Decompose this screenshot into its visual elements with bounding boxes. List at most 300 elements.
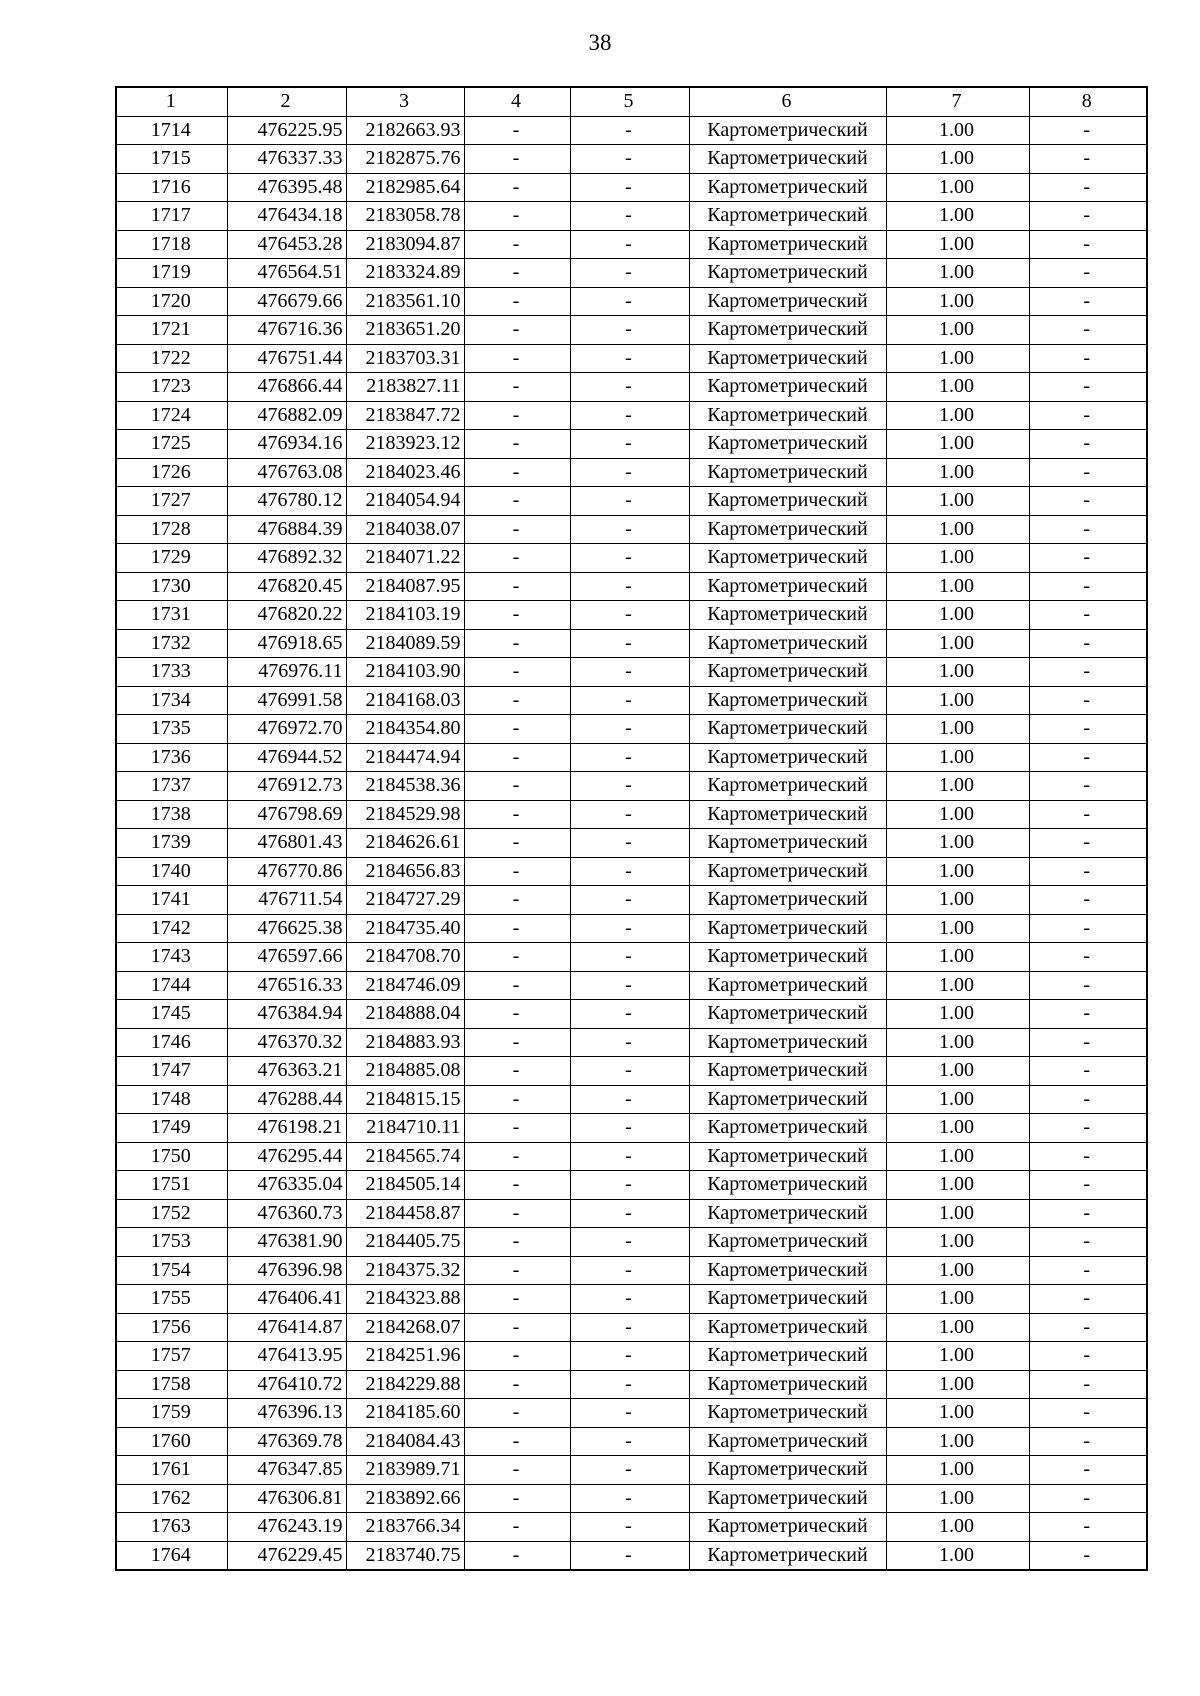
- method-cell: Картометрический: [689, 116, 886, 145]
- point-number-cell: 1753: [116, 1228, 227, 1257]
- table-row: [116, 971, 1147, 1000]
- column-5-cell: -: [570, 1114, 689, 1143]
- accuracy-cell: 1.00: [886, 686, 1029, 715]
- method-cell: Картометрический: [689, 458, 886, 487]
- column-5-cell: -: [570, 544, 689, 573]
- method-cell: Картометрический: [689, 1228, 886, 1257]
- method-cell: Картометрический: [689, 772, 886, 801]
- method-cell: Картометрический: [689, 686, 886, 715]
- method-cell: Картометрический: [689, 1085, 886, 1114]
- column-8-cell: -: [1029, 1313, 1147, 1342]
- point-number-cell: 1742: [116, 914, 227, 943]
- method-cell: Картометрический: [689, 715, 886, 744]
- method-cell: Картометрический: [689, 1028, 886, 1057]
- accuracy-cell: 1.00: [886, 116, 1029, 145]
- y-coordinate-cell: 2183561.10: [346, 287, 464, 316]
- column-5-cell: -: [570, 230, 689, 259]
- column-4-cell: -: [464, 1171, 570, 1200]
- accuracy-cell: 1.00: [886, 829, 1029, 858]
- x-coordinate-cell: 476912.73: [227, 772, 346, 801]
- method-cell: Картометрический: [689, 572, 886, 601]
- y-coordinate-cell: 2184251.96: [346, 1342, 464, 1371]
- table-row: [116, 515, 1147, 544]
- column-4-cell: -: [464, 116, 570, 145]
- column-5-cell: -: [570, 1399, 689, 1428]
- method-cell: Картометрический: [689, 515, 886, 544]
- column-4-cell: -: [464, 544, 570, 573]
- x-coordinate-cell: 476711.54: [227, 886, 346, 915]
- column-4-cell: -: [464, 1028, 570, 1057]
- column-8-cell: -: [1029, 914, 1147, 943]
- column-8-cell: -: [1029, 1427, 1147, 1456]
- table-row: [116, 430, 1147, 459]
- x-coordinate-cell: 476369.78: [227, 1427, 346, 1456]
- column-4-cell: -: [464, 971, 570, 1000]
- x-coordinate-cell: 476770.86: [227, 857, 346, 886]
- column-8-cell: -: [1029, 629, 1147, 658]
- y-coordinate-cell: 2182985.64: [346, 173, 464, 202]
- column-5-cell: -: [570, 1541, 689, 1570]
- column-5-cell: -: [570, 1057, 689, 1086]
- x-coordinate-cell: 476453.28: [227, 230, 346, 259]
- column-8-cell: -: [1029, 259, 1147, 288]
- table-row: [116, 1399, 1147, 1428]
- method-cell: Картометрический: [689, 601, 886, 630]
- y-coordinate-cell: 2184089.59: [346, 629, 464, 658]
- column-4-cell: -: [464, 487, 570, 516]
- y-coordinate-cell: 2184354.80: [346, 715, 464, 744]
- accuracy-cell: 1.00: [886, 401, 1029, 430]
- y-coordinate-cell: 2184375.32: [346, 1256, 464, 1285]
- method-cell: Картометрический: [689, 202, 886, 231]
- column-4-cell: -: [464, 1541, 570, 1570]
- accuracy-cell: 1.00: [886, 1484, 1029, 1513]
- column-4-cell: -: [464, 373, 570, 402]
- method-cell: Картометрический: [689, 1256, 886, 1285]
- column-4-cell: -: [464, 800, 570, 829]
- accuracy-cell: 1.00: [886, 544, 1029, 573]
- x-coordinate-cell: 476564.51: [227, 259, 346, 288]
- point-number-cell: 1735: [116, 715, 227, 744]
- x-coordinate-cell: 476801.43: [227, 829, 346, 858]
- column-8-cell: -: [1029, 544, 1147, 573]
- x-coordinate-cell: 476410.72: [227, 1370, 346, 1399]
- column-8-cell: -: [1029, 230, 1147, 259]
- point-number-cell: 1761: [116, 1456, 227, 1485]
- point-number-cell: 1754: [116, 1256, 227, 1285]
- method-cell: Картометрический: [689, 316, 886, 345]
- accuracy-cell: 1.00: [886, 1285, 1029, 1314]
- point-number-cell: 1729: [116, 544, 227, 573]
- column-5-cell: -: [570, 1256, 689, 1285]
- point-number-cell: 1731: [116, 601, 227, 630]
- table-row: [116, 173, 1147, 202]
- column-4-cell: -: [464, 1057, 570, 1086]
- table-row: [116, 287, 1147, 316]
- accuracy-cell: 1.00: [886, 230, 1029, 259]
- table-row: [116, 1285, 1147, 1314]
- point-number-cell: 1732: [116, 629, 227, 658]
- y-coordinate-cell: 2184087.95: [346, 572, 464, 601]
- accuracy-cell: 1.00: [886, 515, 1029, 544]
- column-8-cell: -: [1029, 116, 1147, 145]
- accuracy-cell: 1.00: [886, 1085, 1029, 1114]
- table-row: [116, 1171, 1147, 1200]
- method-cell: Картометрический: [689, 1456, 886, 1485]
- table-row: [116, 1313, 1147, 1342]
- column-5-cell: -: [570, 857, 689, 886]
- y-coordinate-cell: 2184168.03: [346, 686, 464, 715]
- y-coordinate-cell: 2184538.36: [346, 772, 464, 801]
- column-5-cell: -: [570, 914, 689, 943]
- column-4-cell: -: [464, 316, 570, 345]
- x-coordinate-cell: 476414.87: [227, 1313, 346, 1342]
- method-cell: Картометрический: [689, 145, 886, 174]
- accuracy-cell: 1.00: [886, 800, 1029, 829]
- column-5-cell: -: [570, 943, 689, 972]
- column-8-cell: -: [1029, 1484, 1147, 1513]
- table-row: [116, 857, 1147, 886]
- accuracy-cell: 1.00: [886, 287, 1029, 316]
- x-coordinate-cell: 476780.12: [227, 487, 346, 516]
- column-8-cell: -: [1029, 743, 1147, 772]
- point-number-cell: 1759: [116, 1399, 227, 1428]
- x-coordinate-cell: 476295.44: [227, 1142, 346, 1171]
- x-coordinate-cell: 476395.48: [227, 173, 346, 202]
- x-coordinate-cell: 476751.44: [227, 344, 346, 373]
- x-coordinate-cell: 476892.32: [227, 544, 346, 573]
- accuracy-cell: 1.00: [886, 943, 1029, 972]
- column-4-cell: -: [464, 1342, 570, 1371]
- x-coordinate-cell: 476396.98: [227, 1256, 346, 1285]
- accuracy-cell: 1.00: [886, 601, 1029, 630]
- point-number-cell: 1755: [116, 1285, 227, 1314]
- column-5-cell: -: [570, 772, 689, 801]
- column-4-cell: -: [464, 829, 570, 858]
- column-8-cell: -: [1029, 1370, 1147, 1399]
- column-5-cell: -: [570, 487, 689, 516]
- table-row: [116, 1199, 1147, 1228]
- y-coordinate-cell: 2182875.76: [346, 145, 464, 174]
- column-8-cell: -: [1029, 1114, 1147, 1143]
- column-8-cell: -: [1029, 515, 1147, 544]
- column-8-cell: -: [1029, 857, 1147, 886]
- accuracy-cell: 1.00: [886, 1256, 1029, 1285]
- column-5-cell: -: [570, 515, 689, 544]
- column-8-cell: -: [1029, 601, 1147, 630]
- column-8-cell: -: [1029, 1199, 1147, 1228]
- method-cell: Картометрический: [689, 487, 886, 516]
- accuracy-cell: 1.00: [886, 1313, 1029, 1342]
- point-number-cell: 1750: [116, 1142, 227, 1171]
- column-4-cell: -: [464, 943, 570, 972]
- table-row: [116, 943, 1147, 972]
- y-coordinate-cell: 2184103.90: [346, 658, 464, 687]
- x-coordinate-cell: 476918.65: [227, 629, 346, 658]
- method-cell: Картометрический: [689, 800, 886, 829]
- column-8-cell: -: [1029, 1513, 1147, 1542]
- x-coordinate-cell: 476884.39: [227, 515, 346, 544]
- y-coordinate-cell: 2184071.22: [346, 544, 464, 573]
- y-coordinate-cell: 2184626.61: [346, 829, 464, 858]
- table-row: [116, 1513, 1147, 1542]
- column-5-cell: -: [570, 401, 689, 430]
- point-number-cell: 1727: [116, 487, 227, 516]
- method-cell: Картометрический: [689, 658, 886, 687]
- x-coordinate-cell: 476798.69: [227, 800, 346, 829]
- point-number-cell: 1762: [116, 1484, 227, 1513]
- method-cell: Картометрический: [689, 230, 886, 259]
- accuracy-cell: 1.00: [886, 914, 1029, 943]
- table-row: [116, 259, 1147, 288]
- method-cell: Картометрический: [689, 287, 886, 316]
- x-coordinate-cell: 476944.52: [227, 743, 346, 772]
- column-4-cell: -: [464, 1513, 570, 1542]
- column-8-cell: -: [1029, 1456, 1147, 1485]
- column-8-cell: -: [1029, 458, 1147, 487]
- table-row: [116, 230, 1147, 259]
- y-coordinate-cell: 2184710.11: [346, 1114, 464, 1143]
- column-8-cell: -: [1029, 316, 1147, 345]
- x-coordinate-cell: 476820.45: [227, 572, 346, 601]
- accuracy-cell: 1.00: [886, 1427, 1029, 1456]
- y-coordinate-cell: 2183923.12: [346, 430, 464, 459]
- point-number-cell: 1763: [116, 1513, 227, 1542]
- method-cell: Картометрический: [689, 1199, 886, 1228]
- column-5-cell: -: [570, 629, 689, 658]
- accuracy-cell: 1.00: [886, 202, 1029, 231]
- column-8-cell: -: [1029, 658, 1147, 687]
- column-8-cell: -: [1029, 430, 1147, 459]
- table-row: [116, 629, 1147, 658]
- y-coordinate-cell: 2184505.14: [346, 1171, 464, 1200]
- y-coordinate-cell: 2184474.94: [346, 743, 464, 772]
- accuracy-cell: 1.00: [886, 1456, 1029, 1485]
- method-cell: Картометрический: [689, 1114, 886, 1143]
- column-4-cell: -: [464, 1285, 570, 1314]
- column-4-cell: -: [464, 572, 570, 601]
- table-row: [116, 1370, 1147, 1399]
- point-number-cell: 1734: [116, 686, 227, 715]
- column-5-cell: -: [570, 1484, 689, 1513]
- x-coordinate-cell: 476434.18: [227, 202, 346, 231]
- table-row: [116, 1000, 1147, 1029]
- table-row: [116, 145, 1147, 174]
- column-8-cell: -: [1029, 1085, 1147, 1114]
- column-8-cell: -: [1029, 715, 1147, 744]
- accuracy-cell: 1.00: [886, 857, 1029, 886]
- table-row: [116, 1057, 1147, 1086]
- method-cell: Картометрический: [689, 1285, 886, 1314]
- y-coordinate-cell: 2184405.75: [346, 1228, 464, 1257]
- method-cell: Картометрический: [689, 1513, 886, 1542]
- y-coordinate-cell: 2184323.88: [346, 1285, 464, 1314]
- column-4-cell: -: [464, 1484, 570, 1513]
- y-coordinate-cell: 2183651.20: [346, 316, 464, 345]
- column-4-cell: -: [464, 430, 570, 459]
- point-number-cell: 1746: [116, 1028, 227, 1057]
- point-number-cell: 1736: [116, 743, 227, 772]
- method-cell: Картометрический: [689, 1399, 886, 1428]
- column-4-cell: -: [464, 914, 570, 943]
- table-row: [116, 1456, 1147, 1485]
- x-coordinate-cell: 476288.44: [227, 1085, 346, 1114]
- column-8-cell: -: [1029, 202, 1147, 231]
- column-5-cell: -: [570, 458, 689, 487]
- point-number-cell: 1715: [116, 145, 227, 174]
- column-5-cell: -: [570, 800, 689, 829]
- column-header: 4: [464, 87, 570, 116]
- table-row: [116, 1228, 1147, 1257]
- x-coordinate-cell: 476229.45: [227, 1541, 346, 1570]
- method-cell: Картометрический: [689, 1342, 886, 1371]
- column-8-cell: -: [1029, 1142, 1147, 1171]
- column-4-cell: -: [464, 230, 570, 259]
- point-number-cell: 1764: [116, 1541, 227, 1570]
- method-cell: Картометрический: [689, 743, 886, 772]
- y-coordinate-cell: 2184708.70: [346, 943, 464, 972]
- point-number-cell: 1744: [116, 971, 227, 1000]
- table-row: [116, 316, 1147, 345]
- column-8-cell: -: [1029, 686, 1147, 715]
- table-row: [116, 1256, 1147, 1285]
- accuracy-cell: 1.00: [886, 572, 1029, 601]
- table-row: [116, 1028, 1147, 1057]
- accuracy-cell: 1.00: [886, 1114, 1029, 1143]
- column-5-cell: -: [570, 1285, 689, 1314]
- y-coordinate-cell: 2184735.40: [346, 914, 464, 943]
- x-coordinate-cell: 476384.94: [227, 1000, 346, 1029]
- table-body: [116, 116, 1147, 1570]
- point-number-cell: 1719: [116, 259, 227, 288]
- method-cell: Картометрический: [689, 544, 886, 573]
- column-header: 3: [346, 87, 464, 116]
- x-coordinate-cell: 476381.90: [227, 1228, 346, 1257]
- column-5-cell: -: [570, 116, 689, 145]
- accuracy-cell: 1.00: [886, 1028, 1029, 1057]
- point-number-cell: 1728: [116, 515, 227, 544]
- point-number-cell: 1756: [116, 1313, 227, 1342]
- point-number-cell: 1745: [116, 1000, 227, 1029]
- x-coordinate-cell: 476306.81: [227, 1484, 346, 1513]
- accuracy-cell: 1.00: [886, 715, 1029, 744]
- accuracy-cell: 1.00: [886, 1057, 1029, 1086]
- column-5-cell: -: [570, 1427, 689, 1456]
- column-4-cell: -: [464, 1427, 570, 1456]
- column-8-cell: -: [1029, 1342, 1147, 1371]
- accuracy-cell: 1.00: [886, 629, 1029, 658]
- table-header-row: [116, 87, 1147, 116]
- column-8-cell: -: [1029, 829, 1147, 858]
- column-5-cell: -: [570, 1513, 689, 1542]
- point-number-cell: 1721: [116, 316, 227, 345]
- point-number-cell: 1716: [116, 173, 227, 202]
- accuracy-cell: 1.00: [886, 458, 1029, 487]
- column-4-cell: -: [464, 401, 570, 430]
- y-coordinate-cell: 2183058.78: [346, 202, 464, 231]
- column-5-cell: -: [570, 1313, 689, 1342]
- x-coordinate-cell: 476406.41: [227, 1285, 346, 1314]
- table-row: [116, 373, 1147, 402]
- column-5-cell: -: [570, 316, 689, 345]
- y-coordinate-cell: 2183766.34: [346, 1513, 464, 1542]
- column-5-cell: -: [570, 601, 689, 630]
- method-cell: Картометрический: [689, 1057, 886, 1086]
- column-4-cell: -: [464, 686, 570, 715]
- table-row: [116, 914, 1147, 943]
- column-4-cell: -: [464, 601, 570, 630]
- y-coordinate-cell: 2183094.87: [346, 230, 464, 259]
- y-coordinate-cell: 2183847.72: [346, 401, 464, 430]
- accuracy-cell: 1.00: [886, 145, 1029, 174]
- column-4-cell: -: [464, 1256, 570, 1285]
- column-8-cell: -: [1029, 572, 1147, 601]
- table-row: [116, 1085, 1147, 1114]
- method-cell: Картометрический: [689, 344, 886, 373]
- column-8-cell: -: [1029, 1541, 1147, 1570]
- column-5-cell: -: [570, 886, 689, 915]
- table-row: [116, 1484, 1147, 1513]
- column-header: 1: [116, 87, 227, 116]
- x-coordinate-cell: 476396.13: [227, 1399, 346, 1428]
- table-row: [116, 116, 1147, 145]
- x-coordinate-cell: 476991.58: [227, 686, 346, 715]
- column-4-cell: -: [464, 1114, 570, 1143]
- column-8-cell: -: [1029, 1028, 1147, 1057]
- method-cell: Картометрический: [689, 971, 886, 1000]
- table-row: [116, 715, 1147, 744]
- point-number-cell: 1739: [116, 829, 227, 858]
- point-number-cell: 1743: [116, 943, 227, 972]
- column-8-cell: -: [1029, 1285, 1147, 1314]
- column-5-cell: -: [570, 743, 689, 772]
- table-row: [116, 743, 1147, 772]
- column-8-cell: -: [1029, 1399, 1147, 1428]
- column-4-cell: -: [464, 1199, 570, 1228]
- method-cell: Картометрический: [689, 430, 886, 459]
- method-cell: Картометрический: [689, 373, 886, 402]
- point-number-cell: 1726: [116, 458, 227, 487]
- x-coordinate-cell: 476337.33: [227, 145, 346, 174]
- point-number-cell: 1725: [116, 430, 227, 459]
- column-4-cell: -: [464, 173, 570, 202]
- column-5-cell: -: [570, 287, 689, 316]
- x-coordinate-cell: 476679.66: [227, 287, 346, 316]
- method-cell: Картометрический: [689, 1313, 886, 1342]
- column-8-cell: -: [1029, 1171, 1147, 1200]
- column-8-cell: -: [1029, 487, 1147, 516]
- column-5-cell: -: [570, 1000, 689, 1029]
- point-number-cell: 1723: [116, 373, 227, 402]
- method-cell: Картометрический: [689, 886, 886, 915]
- point-number-cell: 1714: [116, 116, 227, 145]
- x-coordinate-cell: 476360.73: [227, 1199, 346, 1228]
- column-5-cell: -: [570, 658, 689, 687]
- table-row: [116, 344, 1147, 373]
- column-5-cell: -: [570, 1456, 689, 1485]
- column-5-cell: -: [570, 1370, 689, 1399]
- y-coordinate-cell: 2184185.60: [346, 1399, 464, 1428]
- method-cell: Картометрический: [689, 943, 886, 972]
- y-coordinate-cell: 2184103.19: [346, 601, 464, 630]
- x-coordinate-cell: 476597.66: [227, 943, 346, 972]
- x-coordinate-cell: 476625.38: [227, 914, 346, 943]
- method-cell: Картометрический: [689, 259, 886, 288]
- column-5-cell: -: [570, 1199, 689, 1228]
- method-cell: Картометрический: [689, 401, 886, 430]
- y-coordinate-cell: 2183324.89: [346, 259, 464, 288]
- column-8-cell: -: [1029, 1228, 1147, 1257]
